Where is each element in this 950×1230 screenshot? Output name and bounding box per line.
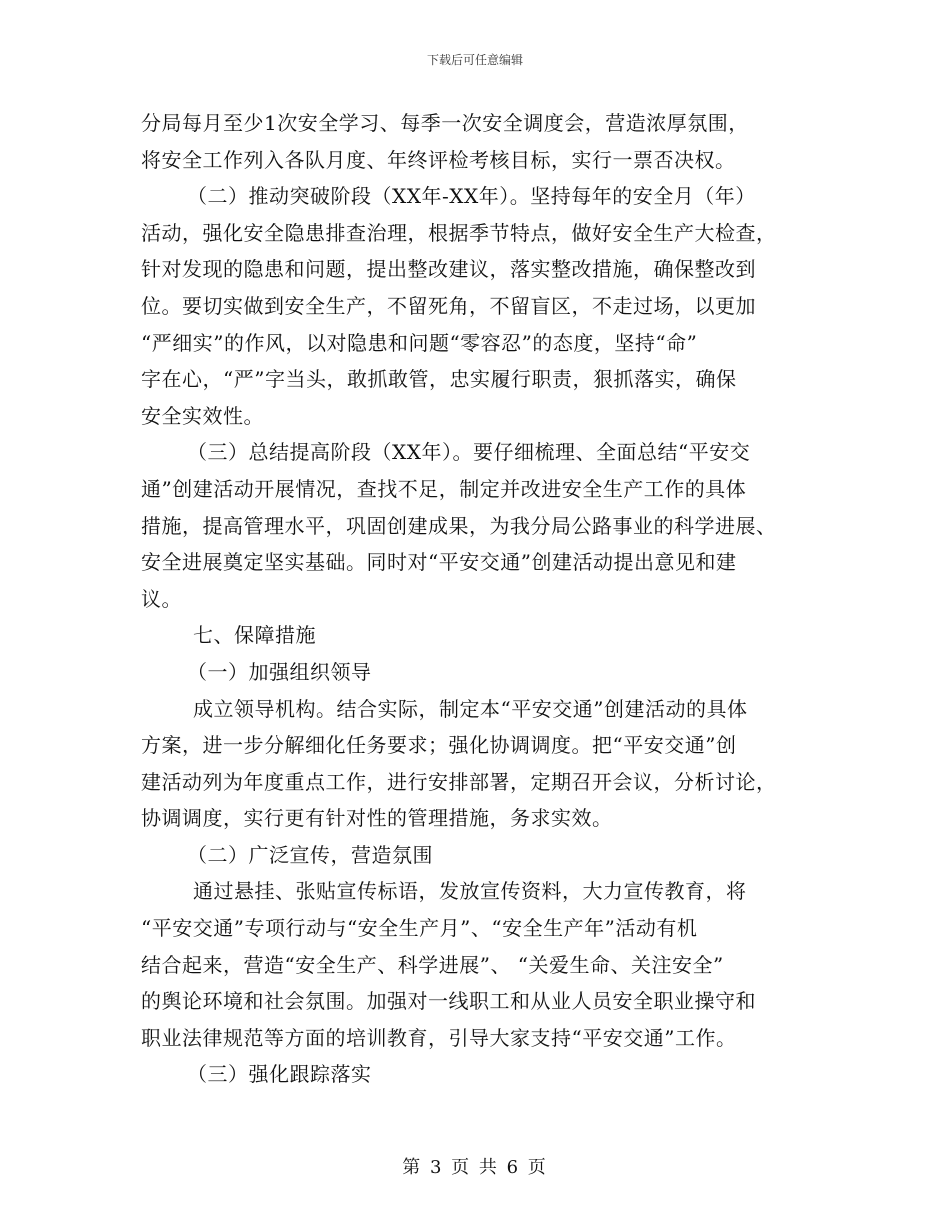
- text-line: （二）广泛宣传，营造氛围: [187, 842, 433, 867]
- text-line: 将安全工作列入各队月度、年终评检考核目标，实行一票否决权。: [141, 147, 736, 172]
- text-line: 职业法律规范等方面的培训教育，引导大家支持“平安交通”工作。: [141, 1025, 737, 1050]
- text-line: 结合起来，营造“安全生产、科学进展”、 “关爱生命、关注安全”: [141, 952, 724, 977]
- text-line: “平安交通”专项行动与“安全生产月”、“安全生产年”活动有机: [141, 916, 698, 941]
- text-line: 建活动列为年度重点工作，进行安排部署，定期召开会议，分析讨论，: [141, 769, 777, 794]
- page-footer: 第 3 页 共 6 页: [402, 1157, 548, 1178]
- text-line: 针对发现的隐患和问题，提出整改建议，落实整改措施，确保整改到: [141, 257, 756, 282]
- text-line: 成立领导机构。结合实际，制定本“平安交通”创建活动的具体: [193, 696, 748, 721]
- text-line: 方案，进一步分解细化任务要求；强化协调调度。把“平安交通”创: [141, 733, 737, 758]
- text-line: 通”创建活动开展情况，查找不足，制定并改进安全生产工作的具体: [141, 476, 747, 501]
- text-line: 议。: [141, 586, 182, 611]
- text-line: 安全实效性。: [141, 403, 264, 428]
- text-line: “严细实”的作风，以对隐患和问题“零容忍”的态度，坚持“命”: [141, 330, 698, 355]
- text-line: 位。要切实做到安全生产，不留死角，不留盲区，不走过场，以更加: [141, 293, 756, 318]
- document-body: [141, 105, 811, 1093]
- text-line: 活动，强化安全隐患排查治理，根据季节特点，做好安全生产大检查，: [141, 220, 777, 245]
- text-line: （二）推动突破阶段（XX年-XX年）。坚持每年的安全月（年）: [187, 184, 756, 209]
- text-line: 字在心，“严”字当头，敢抓敢管，忠实履行职责，狠抓落实，确保: [141, 367, 737, 392]
- text-line: 的舆论环境和社会氛围。加强对一线职工和从业人员安全职业操守和: [141, 989, 756, 1014]
- text-line: 安全进展奠定坚实基础。同时对“平安交通”创建活动提出意见和建: [141, 550, 737, 575]
- text-line: （三）强化跟踪落实: [187, 1062, 372, 1087]
- page-header: 下载后可任意编辑: [426, 53, 523, 67]
- text-line: （三）总结提高阶段（XX年）。要仔细梳理、全面总结“平安交: [187, 440, 751, 465]
- text-line: 措施，提高管理水平，巩固创建成果，为我分局公路事业的科学进展、: [141, 513, 777, 538]
- text-line: （一）加强组织领导: [187, 659, 372, 684]
- text-line: 分局每月至少1次安全学习、每季一次安全调度会，营造浓厚氛围，: [141, 111, 749, 135]
- text-line: 通过悬挂、张贴宣传标语，发放宣传资料，大力宣传教育，将: [193, 879, 747, 904]
- text-line: 七、保障措施: [193, 623, 316, 648]
- text-line: 协调调度，实行更有针对性的管理措施，务求实效。: [141, 806, 613, 831]
